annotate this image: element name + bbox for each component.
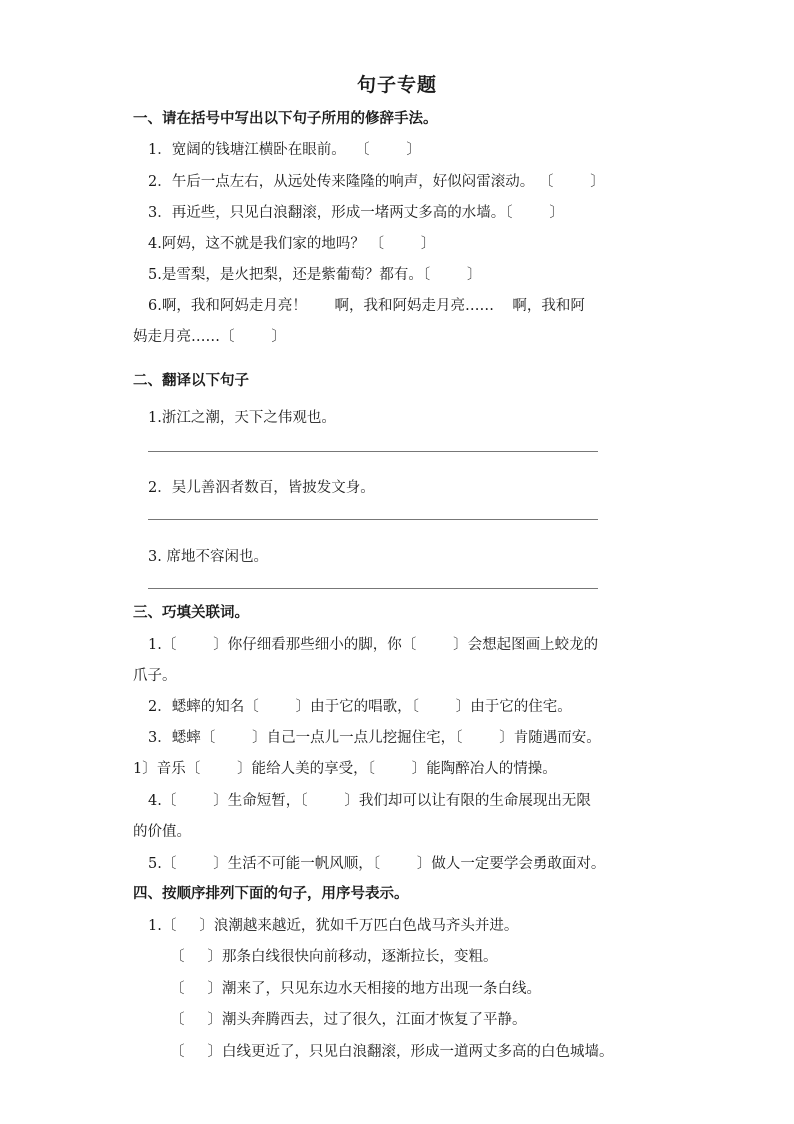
section3-item-5: 5.〔 〕生活不可能一帆风顺，〔 〕做人一定要学会勇敢面对。 — [148, 856, 606, 872]
section2-heading: 二、翻译以下句子 — [133, 372, 249, 389]
section2-item-1: 1.浙江之潮，天下之伟观也。 — [148, 410, 336, 426]
section1-heading: 一、请在括号中写出以下句子所用的修辞手法。 — [133, 110, 438, 127]
section4-item-1: 1.〔 〕浪潮越来越近，犹如千万匹白色战马齐头并进。 — [148, 918, 519, 934]
section1-item-4: 4.阿妈，这不就是我们家的地吗？ 〔 〕 — [148, 236, 436, 252]
section3-item-extra: 1〕音乐〔 〕能给人美的享受，〔 〕能陶醉冶人的情操。 — [133, 761, 557, 777]
section3-heading: 三、巧填关联词。 — [133, 604, 249, 621]
section3-item-1-cont: 爪子。 — [133, 668, 177, 684]
section3-item-3: 3．蟋蟀〔 〕自己一点儿一点儿挖掘住宅，〔 〕肯随遇而安。 — [148, 730, 601, 746]
section1-item-1: 1．宽阔的钱塘江横卧在眼前。 〔 〕 — [148, 142, 421, 158]
section2-item-3: 3. 席地不容闲也。 — [148, 549, 268, 565]
section1-item-6-cont: 妈走月亮……〔 〕 — [133, 329, 286, 345]
section4-item-4: 〔 〕潮头奔腾西去，过了很久，江面才恢复了平静。 — [170, 1012, 527, 1028]
section2-item-2: 2．吴儿善泅者数百，皆披发文身。 — [148, 480, 375, 496]
page-title: 句子专题 — [356, 74, 437, 96]
answer-line-2[interactable] — [148, 519, 598, 520]
section3-item-2: 2．蟋蟀的知名〔 〕由于它的唱歌，〔 〕由于它的住宅。 — [148, 699, 572, 715]
answer-line-3[interactable] — [148, 588, 598, 589]
section1-item-3: 3．再近些，只见白浪翻滚，形成一堵两丈多高的水墙。〔 〕 — [148, 205, 564, 221]
section1-item-6: 6.啊，我和阿妈走月亮！ 啊，我和阿妈走月亮…… 啊，我和阿 — [148, 298, 585, 314]
section4-item-2: 〔 〕那条白线很快向前移动，逐渐拉长，变粗。 — [170, 949, 498, 965]
section3-item-4: 4.〔 〕生命短暂，〔 〕我们却可以让有限的生命展现出无限 — [148, 793, 591, 809]
section3-item-4-cont: 的价值。 — [133, 824, 191, 840]
answer-line-1[interactable] — [148, 451, 598, 452]
section3-item-1: 1.〔 〕你仔细看那些细小的脚，你〔 〕会想起图画上蛟龙的 — [148, 637, 599, 653]
section4-item-5: 〔 〕白线更近了，只见白浪翻滚，形成一道两丈多高的白色城墙。 — [170, 1044, 614, 1060]
section4-heading: 四、按顺序排列下面的句子，用序号表示。 — [133, 885, 409, 902]
section4-item-3: 〔 〕潮来了，只见东边水天相接的地方出现一条白线。 — [170, 981, 542, 997]
section1-item-5: 5.是雪梨，是火把梨，还是紫葡萄？都有。〔 〕 — [148, 267, 482, 283]
section1-item-2: 2．午后一点左右，从远处传来隆隆的响声，好似闷雷滚动。 〔 〕 — [148, 174, 605, 190]
